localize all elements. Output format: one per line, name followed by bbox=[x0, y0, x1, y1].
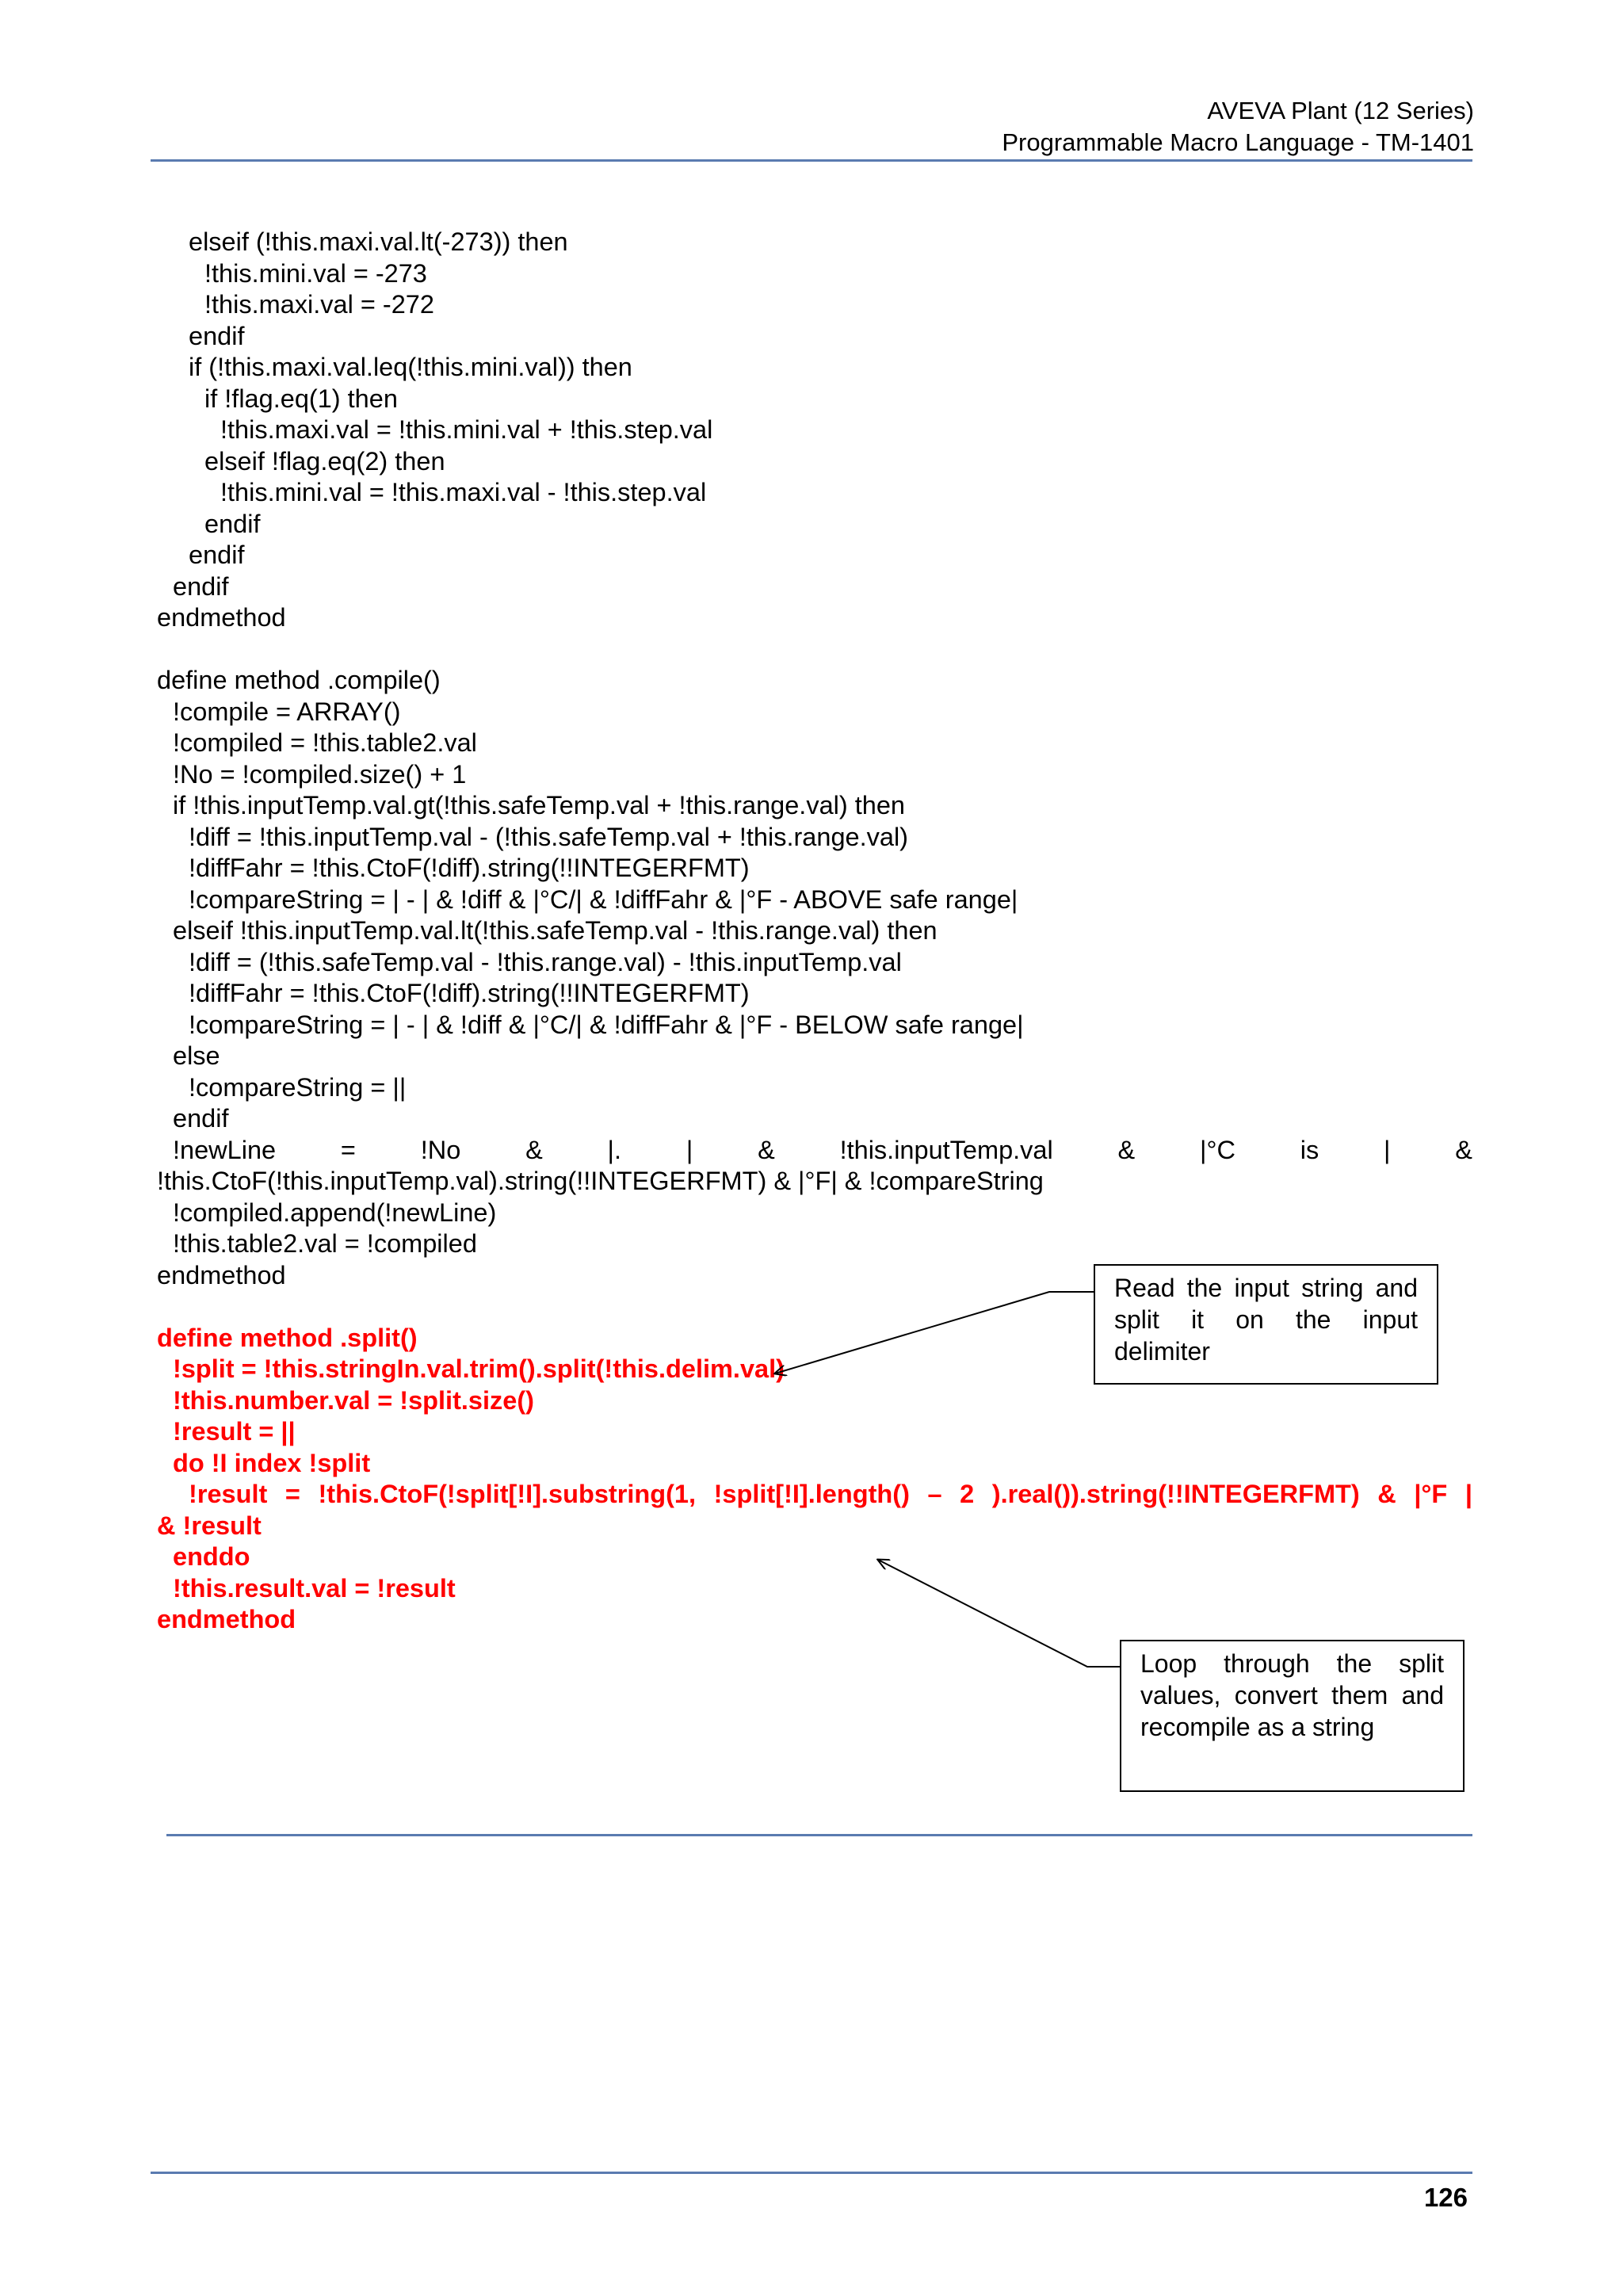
code-token: 2 bbox=[960, 1480, 975, 1508]
code-token: |°F bbox=[1414, 1480, 1448, 1508]
code-token: !this.inputTemp.val bbox=[839, 1135, 1053, 1164]
code-token: & bbox=[758, 1135, 775, 1164]
code-line: endif bbox=[173, 1104, 229, 1133]
code-token: | bbox=[685, 1135, 693, 1164]
code-line: endmethod bbox=[157, 603, 286, 632]
code-line: !this.maxi.val = -272 bbox=[204, 290, 434, 319]
code-token: |. bbox=[607, 1135, 622, 1164]
highlighted-code-line: !this.number.val = !split.size() bbox=[173, 1385, 534, 1415]
highlighted-code-line: !result = || bbox=[173, 1417, 296, 1446]
content-end-rule bbox=[166, 1834, 1472, 1836]
highlighted-code-line: define method .split() bbox=[157, 1323, 418, 1352]
code-token: & bbox=[1455, 1135, 1472, 1164]
code-line: if !flag.eq(1) then bbox=[204, 384, 398, 413]
code-line: !this.mini.val = !this.maxi.val - !this.step.val bbox=[220, 478, 707, 506]
highlighted-code-line: !this.result.val = !result bbox=[173, 1573, 456, 1603]
code-line: !this.table2.val = !compiled bbox=[173, 1229, 477, 1258]
code-line: !compiled = !this.table2.val bbox=[173, 728, 477, 757]
highlighted-code-line: enddo bbox=[173, 1542, 250, 1571]
header-subtitle: Programmable Macro Language - TM-1401 bbox=[1002, 128, 1474, 156]
code-token: !No bbox=[420, 1135, 461, 1164]
code-token: | bbox=[1384, 1135, 1391, 1164]
code-line: !this.mini.val = -273 bbox=[204, 258, 427, 288]
code-line: !this.maxi.val = !this.mini.val + !this.step.val bbox=[220, 415, 713, 444]
code-token: ).real()).string(!!INTEGERFMT) bbox=[991, 1480, 1360, 1508]
code-line: !No = !compiled.size() + 1 bbox=[173, 759, 467, 789]
code-token: | bbox=[1465, 1480, 1472, 1508]
code-token: = bbox=[285, 1480, 300, 1508]
highlighted-code-line: !split = !this.stringIn.val.trim().split(!this.delim.val) bbox=[173, 1354, 785, 1383]
code-line: endif bbox=[204, 509, 261, 538]
code-line: !diff = !this.inputTemp.val - (!this.safeTemp.val + !this.range.val) bbox=[189, 822, 909, 851]
code-line: !diff = (!this.safeTemp.val - !this.range.val) - !this.inputTemp.val bbox=[189, 947, 902, 976]
code-line: endif bbox=[189, 541, 245, 569]
code-token: & bbox=[1377, 1480, 1396, 1508]
code-token: |°C bbox=[1200, 1135, 1235, 1164]
header-title: AVEVA Plant (12 Series) bbox=[1207, 97, 1474, 124]
code-line: else bbox=[173, 1041, 220, 1070]
code-line: !compareString = | - | & !diff & |°C/| & !diffFahr & |°F - BELOW safe range| bbox=[189, 1010, 1024, 1039]
code-token: = bbox=[340, 1135, 356, 1164]
code-token: !result bbox=[189, 1480, 268, 1508]
code-line: !diffFahr = !this.CtoF(!diff).string(!!INTEGERFMT) bbox=[189, 979, 750, 1007]
loop-note-arrow bbox=[878, 1560, 1120, 1667]
code-token: & bbox=[525, 1135, 543, 1164]
highlighted-code-line: do !I index !split bbox=[173, 1448, 371, 1477]
code-line: !compareString = | - | & !diff & |°C/| & !diffFahr & |°F - ABOVE safe range| bbox=[189, 884, 1018, 914]
code-token: – bbox=[927, 1480, 942, 1508]
code-line: elseif !flag.eq(2) then bbox=[204, 446, 445, 476]
split-note-arrow bbox=[775, 1292, 1094, 1373]
highlighted-code-line: & !result bbox=[157, 1511, 262, 1540]
code-line: if !this.inputTemp.val.gt(!this.safeTemp.val + !this.range.val) then bbox=[173, 791, 905, 819]
code-token: !this.CtoF(!split[!I].substring(1, bbox=[318, 1480, 697, 1508]
footer-rule bbox=[151, 2172, 1472, 2174]
code-line: elseif (!this.maxi.val.lt(-273)) then bbox=[189, 227, 568, 256]
code-line: endif bbox=[189, 321, 245, 350]
highlighted-code-line: endmethod bbox=[157, 1605, 296, 1633]
code-line: elseif !this.inputTemp.val.lt(!this.safeTemp.val - !this.range.val) then bbox=[173, 916, 938, 945]
code-token: & bbox=[1117, 1135, 1136, 1164]
split-callout: Read the input string and split it on the input delimiter bbox=[1094, 1264, 1438, 1385]
code-line: define method .compile() bbox=[157, 666, 441, 694]
code-token: is bbox=[1300, 1135, 1319, 1164]
code-line: !diffFahr = !this.CtoF(!diff).string(!!INTEGERFMT) bbox=[189, 854, 750, 882]
code-line: !compareString = || bbox=[189, 1072, 407, 1102]
code-line: !compiled.append(!newLine) bbox=[173, 1198, 497, 1227]
code-line: endif bbox=[173, 571, 229, 601]
code-token: !newLine bbox=[173, 1135, 277, 1164]
page-number: 126 bbox=[1423, 2183, 1468, 2212]
code-line: endmethod bbox=[157, 1260, 286, 1289]
code-token: !split[!I].length() bbox=[713, 1480, 910, 1508]
code-line: if (!this.maxi.val.leq(!this.mini.val)) then bbox=[189, 353, 632, 381]
code-line: !compile = ARRAY() bbox=[173, 697, 401, 726]
code-line: !this.CtoF(!this.inputTemp.val).string(!!INTEGERFMT) & |°F| & !compareString bbox=[157, 1167, 1044, 1195]
loop-callout: Loop through the split values, convert them and recompile as a string bbox=[1120, 1640, 1465, 1792]
